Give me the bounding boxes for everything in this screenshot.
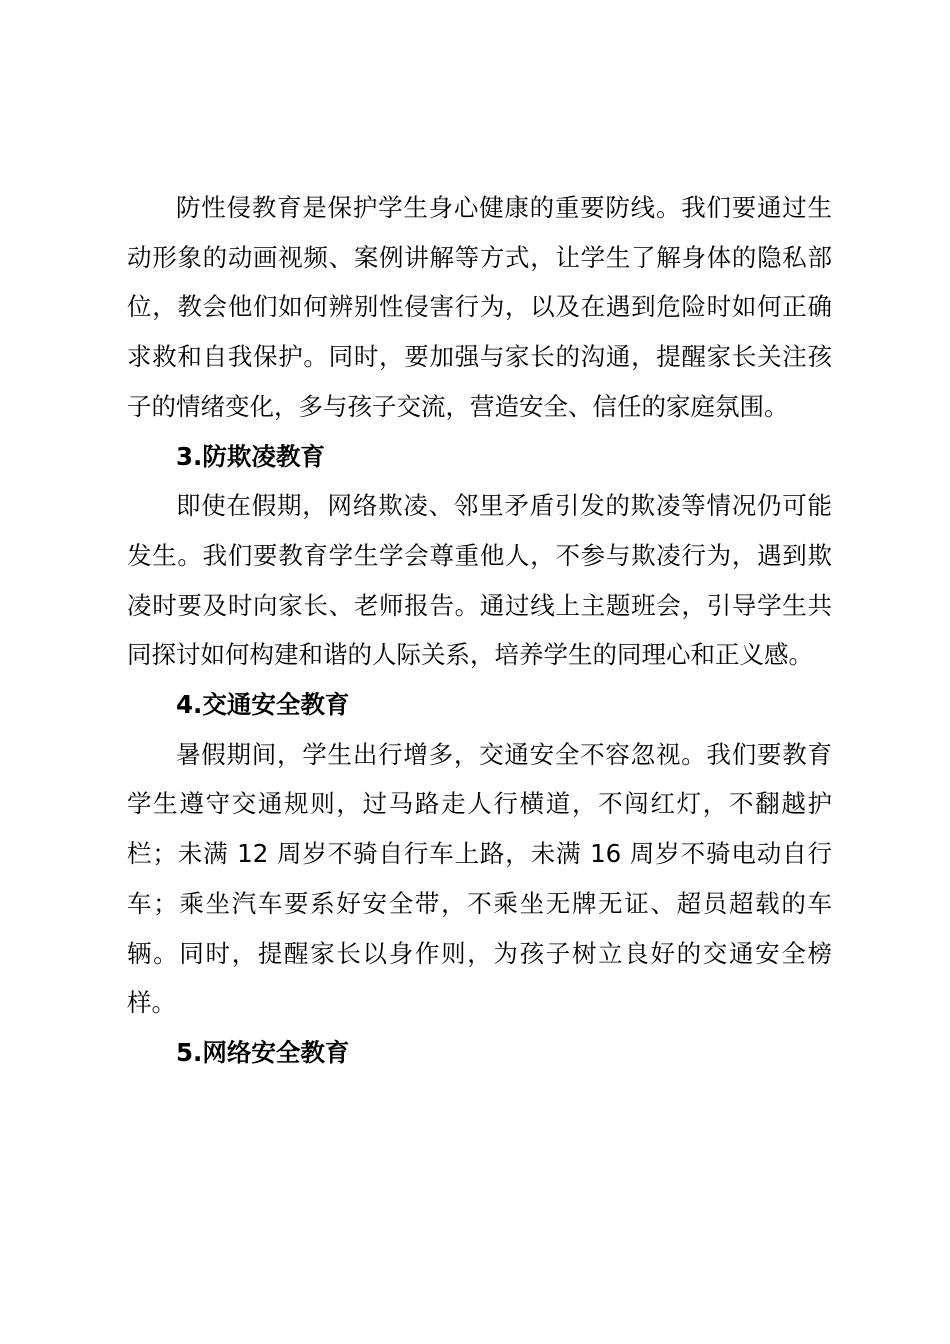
heading-anti-bullying: 3.防欺凌教育: [176, 441, 325, 471]
document-page: [127, 183, 832, 1078]
heading-traffic-safety: 4.交通安全教育: [176, 690, 350, 720]
paragraph-anti-sexual-assault: 防性侵教育是保护学生身心健康的重要防线。我们要通过生动形象的动画视频、案例讲解等方式，让学生了解身体的隐私部位，教会他们如何辨别性侵害行为，以及在遇到危险时如何正确求救和自我保护。同时，要加强与家长的沟通，提醒家长关注孩子的情绪变化，多与孩子交流，营造安全、信任的家庭氛围。: [127, 193, 832, 421]
paragraph-traffic-safety: 暑假期间，学生出行增多，交通安全不容忽视。我们要教育学生遵守交通规则，过马路走人行横道，不闯红灯，不翻越护栏；未满 12 周岁不骑自行车上路，未满 16 周岁不骑电动自行车；乘坐汽车要系好安全带，不乘坐无牌无证、超员超载的车辆。同时，提醒家长以身作则，为孩子树立良好的交通安全榜样。: [127, 739, 832, 1018]
paragraph-anti-bullying: 即使在假期，网络欺凌、邻里矛盾引发的欺凌等情况仍可能发生。我们要教育学生学会尊重他人，不参与欺凌行为，遇到欺凌时要及时向家长、老师报告。通过线上主题班会，引导学生共同探讨如何构建和谐的人际关系，培养学生的同理心和正义感。: [127, 491, 832, 670]
heading-internet-safety: 5.网络安全教育: [176, 1037, 350, 1067]
